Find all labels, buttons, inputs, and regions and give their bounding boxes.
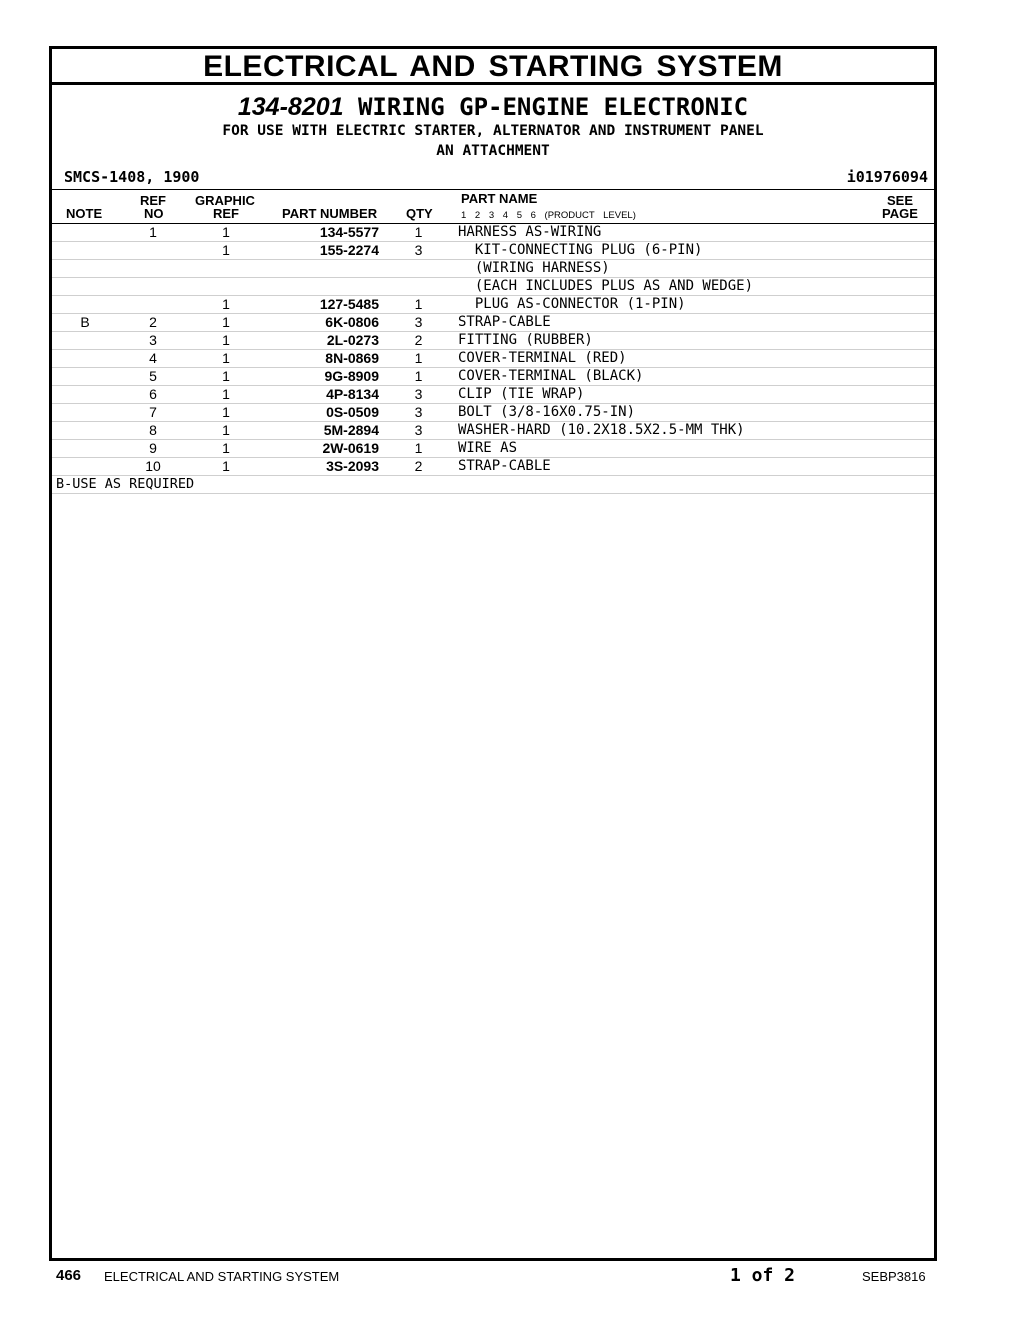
graphic-ref-cell: 1 [188,368,264,386]
parts-table [52,224,934,476]
ref-number-cell: 10 [118,458,188,476]
quantity-cell: 3 [379,386,458,404]
note-cell [52,242,118,260]
table-row [52,224,934,242]
note-cell [52,260,118,278]
quantity-cell: 2 [379,458,458,476]
col-gref-bottom: REF [213,206,239,221]
quantity-cell: 1 [379,224,458,242]
smcs-code: SMCS-1408, 1900 [64,168,200,186]
quantity-cell: 1 [379,350,458,368]
ref-number-cell: 4 [118,350,188,368]
notes-area [52,476,934,494]
graphic-ref-cell: 1 [188,350,264,368]
col-part-name: PART NAME [461,191,538,206]
note-cell [52,332,118,350]
quantity-cell: 2 [379,332,458,350]
part-number-cell: 0S-0509 [264,404,379,422]
graphic-ref-cell: 1 [188,422,264,440]
col-part-number: PART NUMBER [282,206,378,221]
part-number-cell: 155-2274 [264,242,379,260]
ref-number-cell: 7 [118,404,188,422]
quantity-cell: 3 [379,242,458,260]
part-number-cell: 2L-0273 [264,332,379,350]
ref-number-cell [118,296,188,314]
ref-number-cell: 9 [118,440,188,458]
document-id: SEBP3816 [862,1269,926,1284]
part-name-cell: WASHER-HARD (10.2X18.5X2.5-MM THK) [458,422,934,440]
part-name-cell: HARNESS AS-WIRING [458,224,934,242]
note-cell [52,422,118,440]
ref-number-cell: 6 [118,386,188,404]
part-name-cell: WIRE AS [458,440,934,458]
graphic-ref-cell: 1 [188,224,264,242]
quantity-cell: 1 [379,440,458,458]
part-number-cell: 127-5485 [264,296,379,314]
page-number: 466 [56,1267,82,1284]
part-number-cell: 6K-0806 [264,314,379,332]
table-row [52,350,934,368]
group-name: WIRING GP-ENGINE ELECTRONIC [357,93,749,121]
ref-number-cell: 2 [118,314,188,332]
quantity-cell [379,278,458,296]
table-row [52,314,934,332]
part-name-cell: COVER-TERMINAL (RED) [458,350,934,368]
col-qty: QTY [406,206,433,221]
part-name-cell: KIT-CONNECTING PLUG (6-PIN) [458,242,934,260]
part-number-cell: 2W-0619 [264,440,379,458]
graphic-ref-cell: 1 [188,314,264,332]
note-cell [52,404,118,422]
note-cell [52,296,118,314]
group-title [52,93,934,121]
quantity-cell: 3 [379,404,458,422]
note-cell [52,440,118,458]
table-row [52,368,934,386]
part-name-cell: (WIRING HARNESS) [458,260,934,278]
quantity-cell: 1 [379,368,458,386]
parts-table-body [52,224,934,476]
graphic-ref-cell: 1 [188,332,264,350]
part-name-cell: STRAP-CABLE [458,314,934,332]
part-number-cell: 4P-8134 [264,386,379,404]
description-line-2: AN ATTACHMENT [436,143,550,159]
table-row [52,404,934,422]
description-line-1: FOR USE WITH ELECTRIC STARTER, ALTERNATOR AND INSTRUMENT PANEL [222,123,764,139]
part-name-cell: COVER-TERMINAL (BLACK) [458,368,934,386]
part-number-cell: 8N-0869 [264,350,379,368]
table-row [52,440,934,458]
part-name-cell: PLUG AS-CONNECTOR (1-PIN) [458,296,934,314]
graphic-ref-cell: 1 [188,404,264,422]
graphic-ref-cell: 1 [188,458,264,476]
page-footer [0,1265,1020,1289]
note-cell [52,224,118,242]
quantity-cell: 3 [379,422,458,440]
note-cell [52,386,118,404]
ref-number-cell [118,278,188,296]
part-number-cell: 134-5577 [264,224,379,242]
part-number-cell: 9G-8909 [264,368,379,386]
col-ref-bottom: NO [144,206,164,221]
ref-number-cell: 5 [118,368,188,386]
ref-number-cell: 1 [118,224,188,242]
part-number-cell [264,260,379,278]
graphic-ref-cell [188,260,264,278]
col-product-levels: 1 2 3 4 5 6 (PRODUCT LEVEL) [461,210,636,221]
graphic-ref-cell: 1 [188,386,264,404]
page-of: 1 of 2 [730,1265,796,1286]
quantity-cell [379,260,458,278]
ref-number-cell: 8 [118,422,188,440]
col-see-bottom: PAGE [882,206,918,221]
part-number-cell: 3S-2093 [264,458,379,476]
parts-page-frame [49,46,937,1261]
table-row [52,422,934,440]
quantity-cell: 3 [379,314,458,332]
table-row [52,296,934,314]
note-cell [52,458,118,476]
col-see-top: SEE [887,193,914,208]
table-row [52,332,934,350]
table-row [52,386,934,404]
part-name-cell: BOLT (3/8-16X0.75-IN) [458,404,934,422]
footnote: B-USE AS REQUIRED [52,476,934,494]
graphic-ref-cell [188,278,264,296]
part-name-cell: (EACH INCLUDES PLUS AS AND WEDGE) [458,278,934,296]
part-name-cell: STRAP-CABLE [458,458,934,476]
note-cell [52,278,118,296]
group-part-number: 134-8201 [237,93,344,121]
note-cell [52,368,118,386]
part-name-cell: CLIP (TIE WRAP) [458,386,934,404]
col-note: NOTE [66,206,103,221]
table-row [52,242,934,260]
note-cell [52,350,118,368]
col-gref-top: GRAPHIC [195,193,255,208]
graphic-ref-cell: 1 [188,440,264,458]
ref-number-cell: 3 [118,332,188,350]
quantity-cell: 1 [379,296,458,314]
column-headers [52,190,934,224]
section-title: ELECTRICAL AND STARTING SYSTEM [52,49,934,85]
part-number-cell: 5M-2894 [264,422,379,440]
col-ref-top: REF [140,193,166,208]
graphic-ref-cell: 1 [188,296,264,314]
smcs-row [52,167,934,190]
table-row [52,278,934,296]
part-number-cell [264,278,379,296]
ref-number-cell [118,242,188,260]
table-row [52,458,934,476]
part-name-cell: FITTING (RUBBER) [458,332,934,350]
graphic-ref-cell: 1 [188,242,264,260]
ref-number-cell [118,260,188,278]
note-cell: B [52,314,118,332]
table-row [52,260,934,278]
illustration-id: i01976094 [846,168,928,186]
footer-section: ELECTRICAL AND STARTING SYSTEM [104,1269,340,1284]
